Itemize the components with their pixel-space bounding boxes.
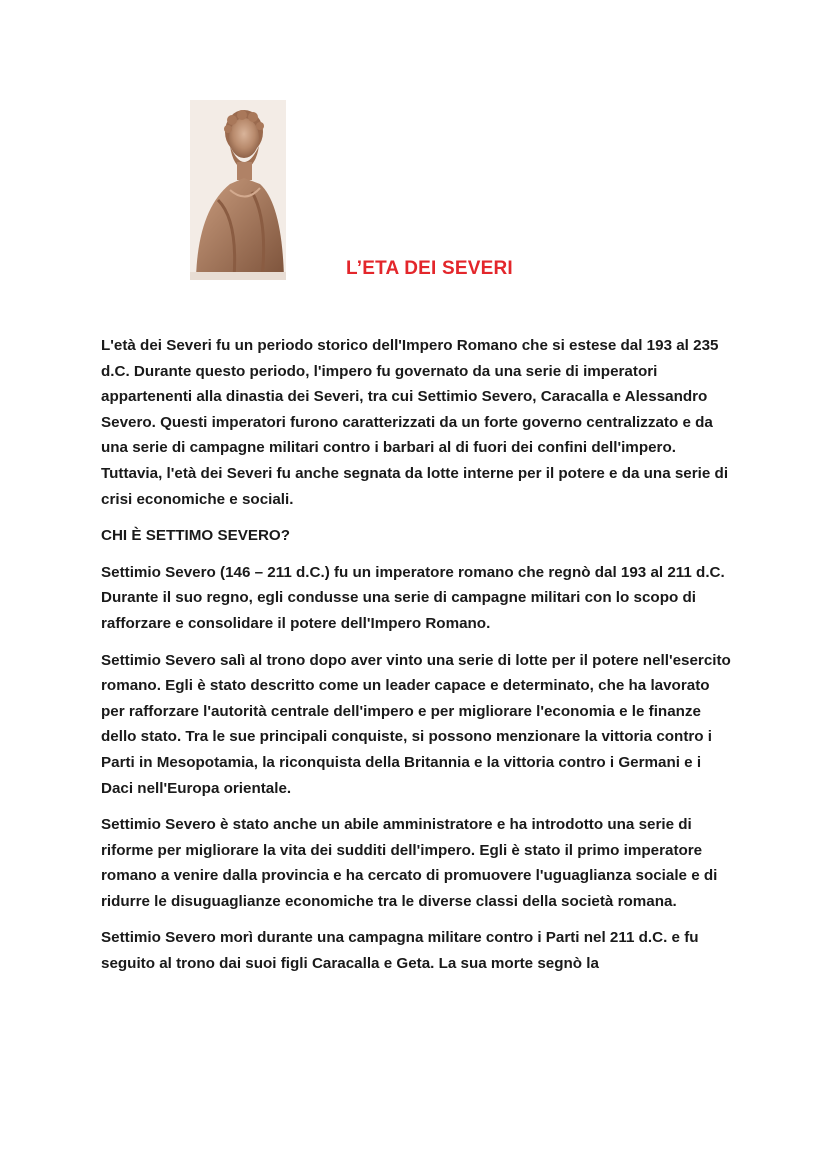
section-heading: CHI È SETTIMO SEVERO? bbox=[101, 527, 291, 545]
body-paragraph: Settimio Severo (146 – 211 d.C.) fu un imperatore romano che regnò dal 193 al 211 d.C. Durante il suo regno, egli condusse una serie di campagne militari con lo scopo di rafforzare e consolidare il potere dell'Impero Romano. bbox=[101, 563, 725, 632]
body-paragraph: Settimio Severo salì al trono dopo aver vinto una serie di lotte per il potere nell'esercito romano. Egli è stato descritto come un leader capace e determinato, che ha lavorato per rafforzare l'autorità centrale dell'impero e per migliorare l'economia e le finanze dello stato. Tra le sue principali conquiste, si possono menzionare la vittoria contro i Parti in Mesopotamia, la riconquista della Britannia e la vittoria contro i Germani e i Daci nell'Europa orientale. bbox=[101, 651, 731, 797]
body-paragraph: Settimio Severo morì durante una campagna militare contro i Parti nel 211 d.C. e fu seguito al trono dai suoi figli Caracalla e Geta. La sua morte segnò la bbox=[101, 929, 699, 973]
marble-bust-icon bbox=[190, 100, 286, 280]
page-title: L’ETA DEI SEVERI bbox=[346, 258, 513, 279]
body-paragraph: Settimio Severo è stato anche un abile amministratore e ha introdotto una serie di riforme per migliorare la vita dei sudditi dell'impero. Egli è stato il primo imperatore romano a venire dalla provincia e ha cercato di promuovere l'uguaglianza sociale e di ridurre le disuguaglianze economiche tra le diverse classi della società romana. bbox=[101, 816, 718, 910]
intro-paragraph: L'età dei Severi fu un periodo storico dell'Impero Romano che si estese dal 193 al 235 d.C. Durante questo periodo, l'impero fu governato da una serie di imperatori appartenenti alla dinastia dei Severi, tra cui Settimio Severo, Caracalla e Alessandro Severo. Questi imperatori furono caratterizzati da un forte governo centralizzato e da una serie di campagne militari contro i barbari al di fuori dei confini dell'impero. Tuttavia, l'età dei Severi fu anche segnata da lotte interne per il potere e da una serie di crisi economiche e sociali. bbox=[101, 337, 729, 508]
bust-image bbox=[190, 100, 286, 280]
document-body bbox=[101, 333, 737, 988]
